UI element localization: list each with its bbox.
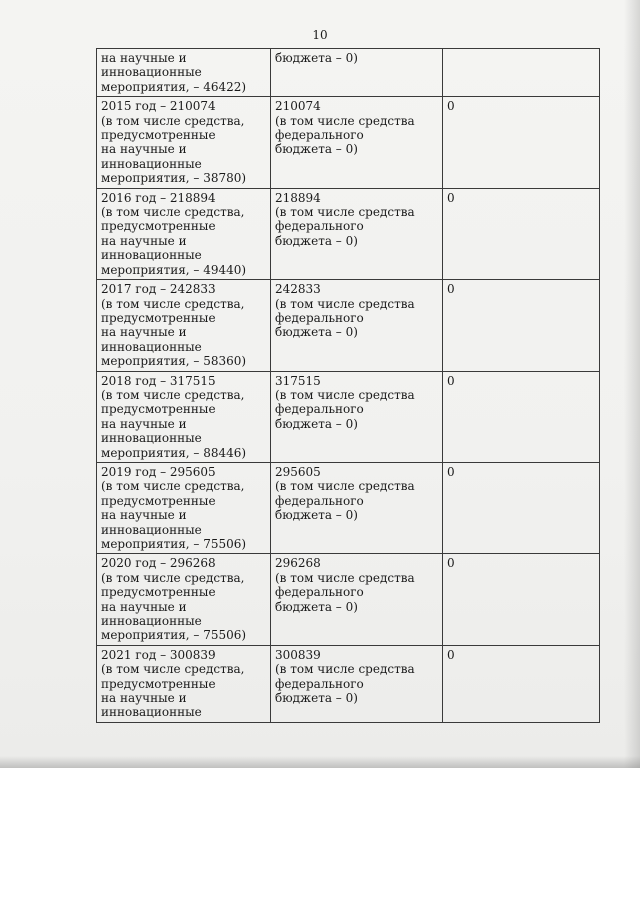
total-funding-cell: на научные и инновационные мероприятия, – 46422): [97, 49, 271, 97]
other-sources-cell: 0: [443, 97, 600, 188]
scan-shadow-right: [624, 0, 640, 768]
regional-budget-cell: 300839 (в том числе средства федерального бюджета – 0): [271, 645, 443, 722]
total-funding-cell: 2016 год – 218894 (в том числе средства, предусмотренные на научные и инновационные мероприятия, – 49440): [97, 188, 271, 279]
other-sources-cell: 0: [443, 188, 600, 279]
regional-budget-cell: 296268 (в том числе средства федерального бюджета – 0): [271, 554, 443, 645]
table-row: [97, 554, 600, 645]
table-row: [97, 188, 600, 279]
regional-budget-cell: 295605 (в том числе средства федерального бюджета – 0): [271, 462, 443, 553]
scan-shadow-bottom: [0, 756, 640, 768]
other-sources-cell: 0: [443, 554, 600, 645]
regional-budget-cell: 317515 (в том числе средства федерального бюджета – 0): [271, 371, 443, 462]
table-row: [97, 371, 600, 462]
table-row: [97, 462, 600, 553]
total-funding-cell: 2015 год – 210074 (в том числе средства, предусмотренные на научные и инновационные мероприятия, – 38780): [97, 97, 271, 188]
regional-budget-cell: 210074 (в том числе средства федерального бюджета – 0): [271, 97, 443, 188]
other-sources-cell: 0: [443, 371, 600, 462]
total-funding-cell: 2017 год – 242833 (в том числе средства, предусмотренные на научные и инновационные мероприятия, – 58360): [97, 280, 271, 371]
total-funding-cell: 2020 год – 296268 (в том числе средства, предусмотренные на научные и инновационные мероприятия, – 75506): [97, 554, 271, 645]
regional-budget-cell: бюджета – 0): [271, 49, 443, 97]
total-funding-cell: 2018 год – 317515 (в том числе средства, предусмотренные на научные и инновационные мероприятия, – 88446): [97, 371, 271, 462]
other-sources-cell: 0: [443, 462, 600, 553]
total-funding-cell: 2019 год – 295605 (в том числе средства, предусмотренные на научные и инновационные мероприятия, – 75506): [97, 462, 271, 553]
other-sources-cell: 0: [443, 280, 600, 371]
table-row: [97, 97, 600, 188]
other-sources-cell: 0: [443, 645, 600, 722]
page-number: 10: [312, 28, 328, 42]
regional-budget-cell: 242833 (в том числе средства федерального бюджета – 0): [271, 280, 443, 371]
table-row: [97, 280, 600, 371]
table-row: [97, 645, 600, 722]
funding-table: [96, 48, 600, 723]
table-row: [97, 49, 600, 97]
other-sources-cell: [443, 49, 600, 97]
regional-budget-cell: 218894 (в том числе средства федерального бюджета – 0): [271, 188, 443, 279]
total-funding-cell: 2021 год – 300839 (в том числе средства, предусмотренные на научные и инновационные: [97, 645, 271, 722]
